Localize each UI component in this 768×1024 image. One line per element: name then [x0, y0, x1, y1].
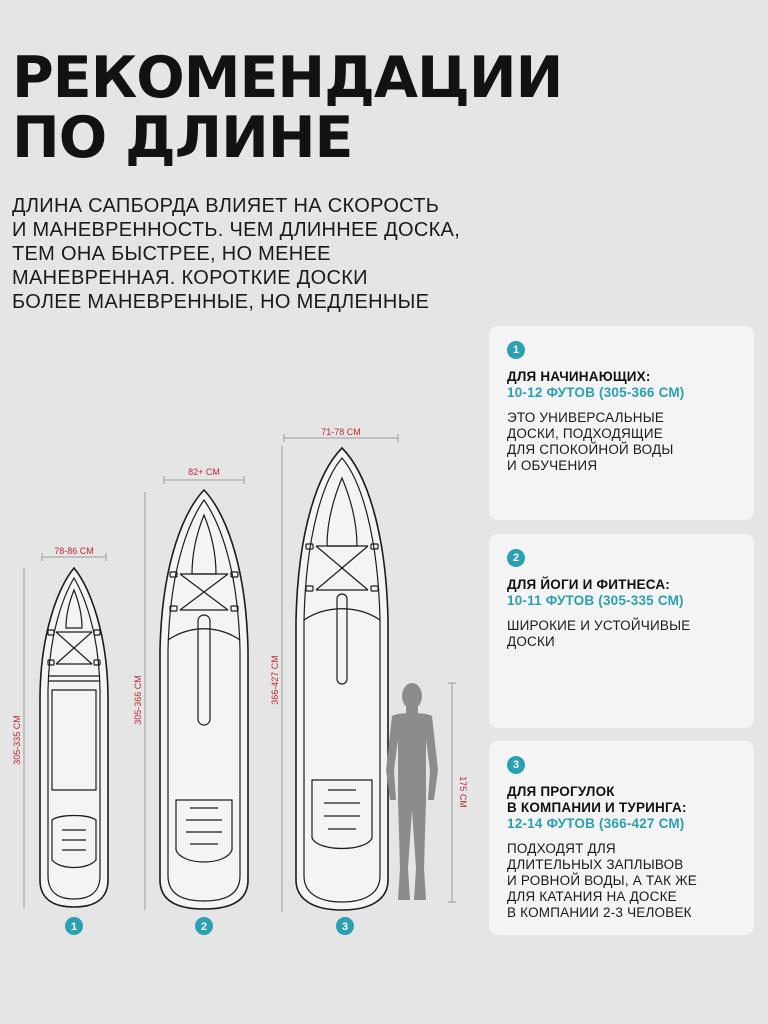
card-description-line: В КОМПАНИИ 2-3 ЧЕЛОВЕК — [507, 905, 692, 920]
card-header-line: ДЛЯ ЙОГИ И ФИТНЕСА: — [507, 577, 670, 592]
card-description-line: ДОСКИ — [507, 634, 555, 649]
board-width-label: 82+ СМ — [188, 467, 220, 477]
card-description — [507, 410, 736, 474]
intro-text — [12, 194, 532, 314]
card-description-line: ДЛИТЕЛЬНЫХ ЗАПЛЫВОВ — [507, 857, 684, 872]
intro-line: ТЕМ ОНА БЫСТРЕЕ, НО МЕНЕЕ — [12, 243, 331, 265]
card-description-line: ДЛЯ СПОКОЙНОЙ ВОДЫ — [507, 442, 674, 457]
card-number-badge: 1 — [507, 341, 525, 359]
title-line: РЕКОМЕНДАЦИИ — [12, 45, 563, 111]
card-touring — [489, 741, 754, 935]
card-description-line: ЭТО УНИВЕРСАЛЬНЫЕ — [507, 410, 665, 425]
board-number: 3 — [341, 921, 349, 933]
card-description-line: ПОДХОДЯТ ДЛЯ — [507, 841, 616, 856]
card-length: 10-11 ФУТОВ (305-335 СМ) — [507, 593, 684, 608]
card-beginners — [489, 326, 754, 520]
intro-line: БОЛЕЕ МАНЕВРЕННЫЕ, НО МЕДЛЕННЫЕ — [12, 291, 430, 313]
board-width-label: 78-86 СМ — [54, 546, 94, 556]
board-width-label: 71-78 СМ — [321, 427, 361, 437]
card-description-line: ШИРОКИЕ И УСТОЙЧИВЫЕ — [507, 618, 691, 633]
card-header-line: В КОМПАНИИ И ТУРИНГА: — [507, 800, 687, 815]
board-2 — [133, 467, 248, 935]
card-description-line: ДОСКИ, ПОДХОДЯЩИЕ — [507, 426, 663, 441]
intro-line: МАНЕВРЕННАЯ. КОРОТКИЕ ДОСКИ — [12, 267, 368, 289]
card-header — [507, 577, 736, 593]
board-length-label: 305-366 СМ — [133, 675, 143, 725]
card-length: 10-12 ФУТОВ (305-366 СМ) — [507, 385, 685, 400]
board-length-label: 305-335 СМ — [12, 715, 22, 765]
person-silhouette-icon — [386, 683, 438, 900]
card-number-badge: 3 — [507, 756, 525, 774]
title-line: ПО ДЛИНЕ — [12, 105, 353, 171]
card-header-line: ДЛЯ ПРОГУЛОК — [507, 784, 615, 799]
person-height-label: 175 СМ — [458, 776, 468, 808]
boards-illustration — [0, 420, 480, 950]
card-description — [507, 618, 736, 650]
card-description-line: ДЛЯ КАТАНИЯ НА ДОСКЕ — [507, 889, 677, 904]
board-number: 2 — [200, 921, 208, 933]
board-1 — [12, 546, 108, 935]
card-description-line: И ОБУЧЕНИЯ — [507, 458, 598, 473]
card-length: 12-14 ФУТОВ (366-427 СМ) — [507, 816, 685, 831]
board-number: 1 — [70, 921, 78, 933]
card-header — [507, 369, 736, 385]
card-header-line: ДЛЯ НАЧИНАЮЩИХ: — [507, 369, 651, 384]
card-number-badge: 2 — [507, 549, 525, 567]
card-yoga-fitness — [489, 534, 754, 728]
card-header — [507, 784, 736, 816]
board-length-label: 366-427 СМ — [270, 655, 280, 705]
intro-line: И МАНЕВРЕННОСТЬ. ЧЕМ ДЛИННЕЕ ДОСКА, — [12, 219, 461, 241]
page-title — [12, 45, 752, 171]
intro-line: ДЛИНА САПБОРДА ВЛИЯЕТ НА СКОРОСТЬ — [12, 195, 440, 217]
card-description-line: И РОВНОЙ ВОДЫ, А ТАК ЖЕ — [507, 873, 697, 888]
board-3 — [270, 427, 398, 935]
card-description — [507, 841, 736, 921]
